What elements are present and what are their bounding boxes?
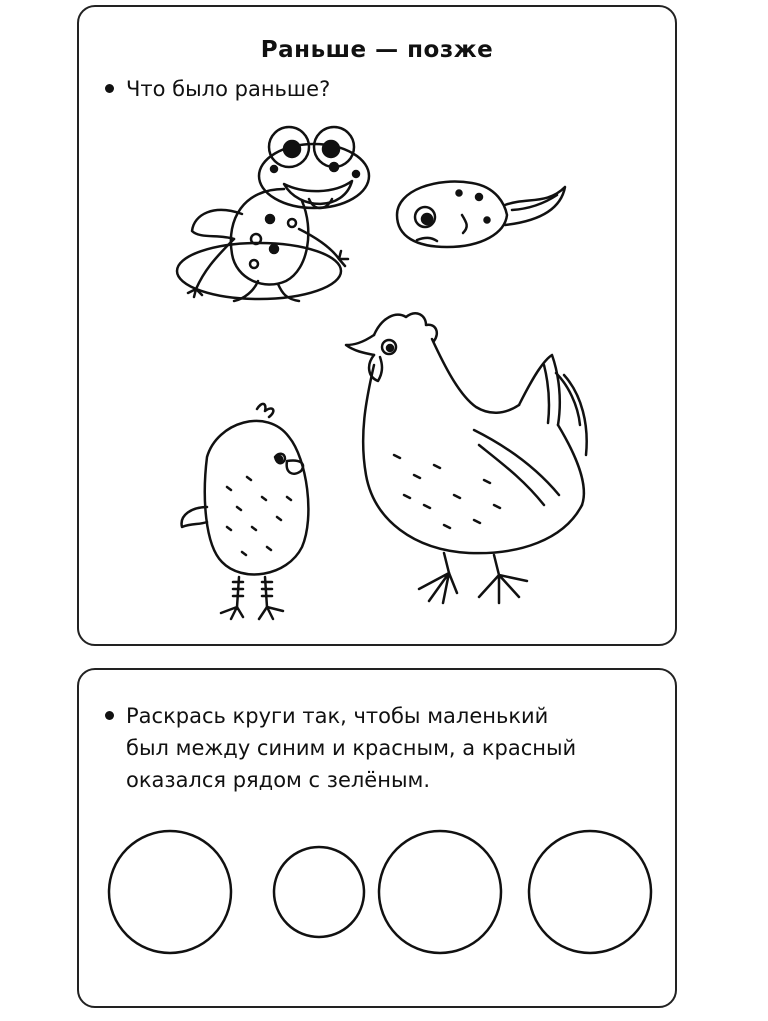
circle-3[interactable] [379, 831, 501, 953]
question-text: Что было раньше? [126, 77, 331, 101]
circle-4[interactable] [529, 831, 651, 953]
task-line-3: оказался рядом с зелёным. [126, 768, 431, 792]
question-line [105, 73, 330, 105]
circle-1[interactable] [109, 831, 231, 953]
task-line-1: Раскрась круги так, чтобы маленький [105, 700, 576, 732]
circles-row [79, 670, 675, 1006]
before-after-card [77, 5, 677, 646]
bullet-icon [105, 84, 114, 93]
tadpole-icon [387, 175, 572, 265]
coloring-task-card [77, 668, 677, 1008]
chick-icon [167, 397, 327, 622]
section-title: Раньше — позже [260, 37, 494, 63]
hen-icon [344, 305, 604, 627]
circle-2-small[interactable] [274, 847, 364, 937]
task-line-2: был между синим и красным, а красный [126, 736, 577, 760]
frog-icon [174, 119, 374, 309]
